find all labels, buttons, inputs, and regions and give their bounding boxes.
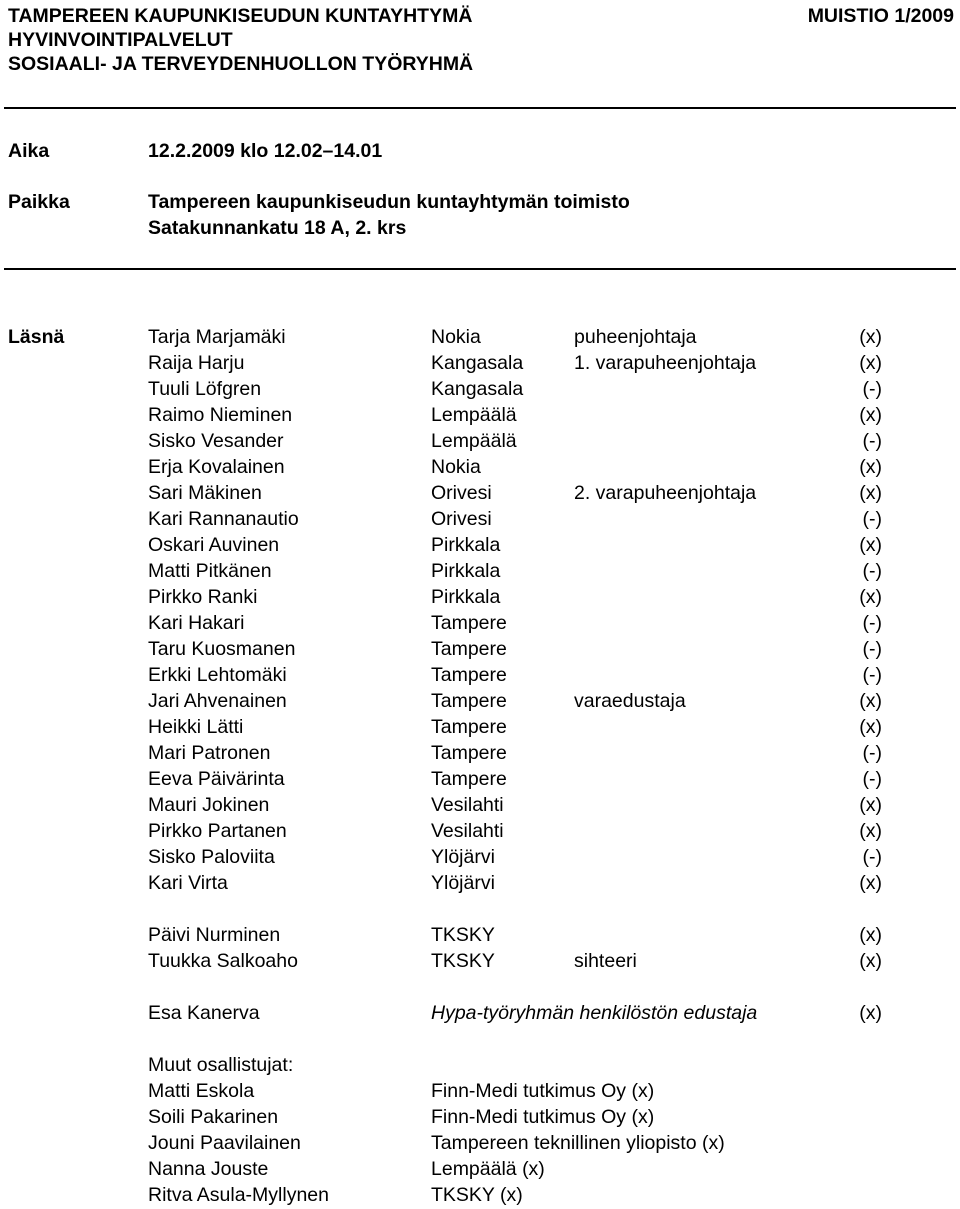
attendance-mark: (x) [859,924,882,946]
role-name: 1. varapuheenjohtaja [574,352,757,374]
member-row [0,428,960,454]
member-row [0,740,960,766]
organization-name: Finn-Medi tutkimus Oy (x) [431,1080,655,1102]
attendance-mark: (x) [859,352,882,374]
member-row [0,792,960,818]
attendance-mark: (x) [859,872,882,894]
attendance-mark: (x) [859,950,882,972]
role-name: varaedustaja [574,690,686,712]
place-name: Kangasala [431,378,524,400]
attendance-mark: (-) [862,612,882,634]
attendance-mark: (-) [862,768,882,790]
place-name: Lempäälä [431,430,517,452]
member-row [0,870,960,896]
attendance-mark: (-) [862,846,882,868]
person-name: Soili Pakarinen [148,1106,279,1128]
member-row [0,662,960,688]
place-name: Tampere [431,690,507,712]
person-name: Matti Pitkänen [148,560,272,582]
staff-row [0,922,960,948]
place-name: Kangasala [431,352,524,374]
member-row [0,506,960,532]
organization-name: TKSKY (x) [431,1184,523,1206]
attendance-mark: (x) [859,326,882,348]
place-name: Vesilahti [431,820,504,842]
other-participant-row [0,1078,960,1104]
attendance-mark: (-) [862,430,882,452]
member-row [0,818,960,844]
others-label: Muut osallistujat: [148,1054,294,1076]
time-label: Aika [8,140,50,162]
place-name: Orivesi [431,482,492,504]
attendance-mark: (x) [859,690,882,712]
place-name: Vesilahti [431,794,504,816]
org-line-3: SOSIAALI- JA TERVEYDENHUOLLON TYÖRYHMÄ [8,53,474,75]
organization-name: Tampereen teknillinen yliopisto (x) [431,1132,725,1154]
place-name: Pirkkala [431,560,501,582]
representative-role: Hypa-työryhmän henkilöstön edustaja [431,1002,758,1024]
header-divider [4,107,956,109]
place-name: Nokia [431,326,481,348]
organization-name: Finn-Medi tutkimus Oy (x) [431,1106,655,1128]
organization-header [8,4,473,76]
attendance-mark: (-) [862,638,882,660]
member-row [0,558,960,584]
place-name: Pirkkala [431,586,501,608]
place-line-1: Tampereen kaupunkiseudun kuntayhtymän toimisto [148,191,630,213]
person-name: Pirkko Ranki [148,586,258,608]
role-name: puheenjohtaja [574,326,697,348]
person-name: Heikki Lätti [148,716,244,738]
staff-list [0,922,960,974]
person-name: Kari Virta [148,872,228,894]
member-row [0,844,960,870]
attendance-mark: (-) [862,560,882,582]
person-name: Jari Ahvenainen [148,690,287,712]
person-name: Taru Kuosmanen [148,638,296,660]
person-name: Tarja Marjamäki [148,326,286,348]
place-name: Tampere [431,612,507,634]
org-line-2: HYVINVOINTIPALVELUT [8,29,233,51]
member-row [0,324,960,350]
member-row [0,350,960,376]
representative-name: Esa Kanerva [148,1002,260,1024]
member-row [0,688,960,714]
person-name: Kari Rannanautio [148,508,299,530]
present-label: Läsnä [8,326,65,348]
member-list [0,324,960,896]
place-name: TKSKY [431,950,495,972]
member-row [0,766,960,792]
person-name: Sisko Vesander [148,430,284,452]
attendance-mark: (x) [859,820,882,842]
person-name: Erkki Lehtomäki [148,664,287,686]
member-row [0,532,960,558]
organization-name: Lempäälä (x) [431,1158,545,1180]
attendance-mark: (-) [862,742,882,764]
other-participant-row [0,1104,960,1130]
attendance-mark: (x) [859,716,882,738]
place-name: Tampere [431,638,507,660]
person-name: Oskari Auvinen [148,534,280,556]
place-name: Tampere [431,716,507,738]
representative-row [0,1000,960,1026]
person-name: Raimo Nieminen [148,404,293,426]
attendance-section [0,324,960,1208]
person-name: Tuukka Salkoaho [148,950,298,972]
role-name: 2. varapuheenjohtaja [574,482,757,504]
member-row [0,584,960,610]
person-name: Kari Hakari [148,612,245,634]
attendance-mark: (x) [859,586,882,608]
person-name: Nanna Jouste [148,1158,269,1180]
others-heading-row [0,1052,960,1078]
member-row [0,636,960,662]
member-row [0,480,960,506]
document-id: MUISTIO 1/2009 [807,5,954,27]
place-name: Pirkkala [431,534,501,556]
attendance-mark: (-) [862,508,882,530]
place-name: Tampere [431,742,507,764]
org-line-1: TAMPEREEN KAUPUNKISEUDUN KUNTAYHTYMÄ [8,5,473,27]
meeting-divider [4,268,956,270]
person-name: Jouni Paavilainen [148,1132,301,1154]
person-name: Ritva Asula-Myllynen [148,1184,329,1206]
place-line-2: Satakunnankatu 18 A, 2. krs [148,217,407,239]
member-row [0,454,960,480]
person-name: Mari Patronen [148,742,271,764]
person-name: Pirkko Partanen [148,820,287,842]
other-participant-row [0,1130,960,1156]
place-name: Ylöjärvi [431,872,495,894]
place-name: Tampere [431,664,507,686]
time-value: 12.2.2009 klo 12.02–14.01 [148,140,383,162]
person-name: Eeva Päivärinta [148,768,285,790]
person-name: Erja Kovalainen [148,456,285,478]
person-name: Päivi Nurminen [148,924,281,946]
member-row [0,610,960,636]
place-label: Paikka [8,191,70,213]
place-name: Orivesi [431,508,492,530]
staff-row [0,948,960,974]
attendance-mark: (x) [859,482,882,504]
place-name: Nokia [431,456,481,478]
attendance-mark: (x) [859,534,882,556]
place-name: TKSKY [431,924,495,946]
person-name: Matti Eskola [148,1080,255,1102]
attendance-mark: (x) [859,794,882,816]
person-name: Raija Harju [148,352,245,374]
member-row [0,714,960,740]
person-name: Tuuli Löfgren [148,378,262,400]
attendance-mark: (-) [862,664,882,686]
member-row [0,376,960,402]
place-name: Lempäälä [431,404,517,426]
attendance-mark: (x) [859,456,882,478]
other-participant-row [0,1182,960,1208]
person-name: Sisko Paloviita [148,846,275,868]
person-name: Mauri Jokinen [148,794,270,816]
place-name: Tampere [431,768,507,790]
other-participant-row [0,1156,960,1182]
attendance-mark: (-) [862,378,882,400]
member-row [0,402,960,428]
others-list [0,1078,960,1208]
representative-mark: (x) [859,1002,882,1024]
attendance-mark: (x) [859,404,882,426]
role-name: sihteeri [574,950,637,972]
person-name: Sari Mäkinen [148,482,262,504]
place-name: Ylöjärvi [431,846,495,868]
